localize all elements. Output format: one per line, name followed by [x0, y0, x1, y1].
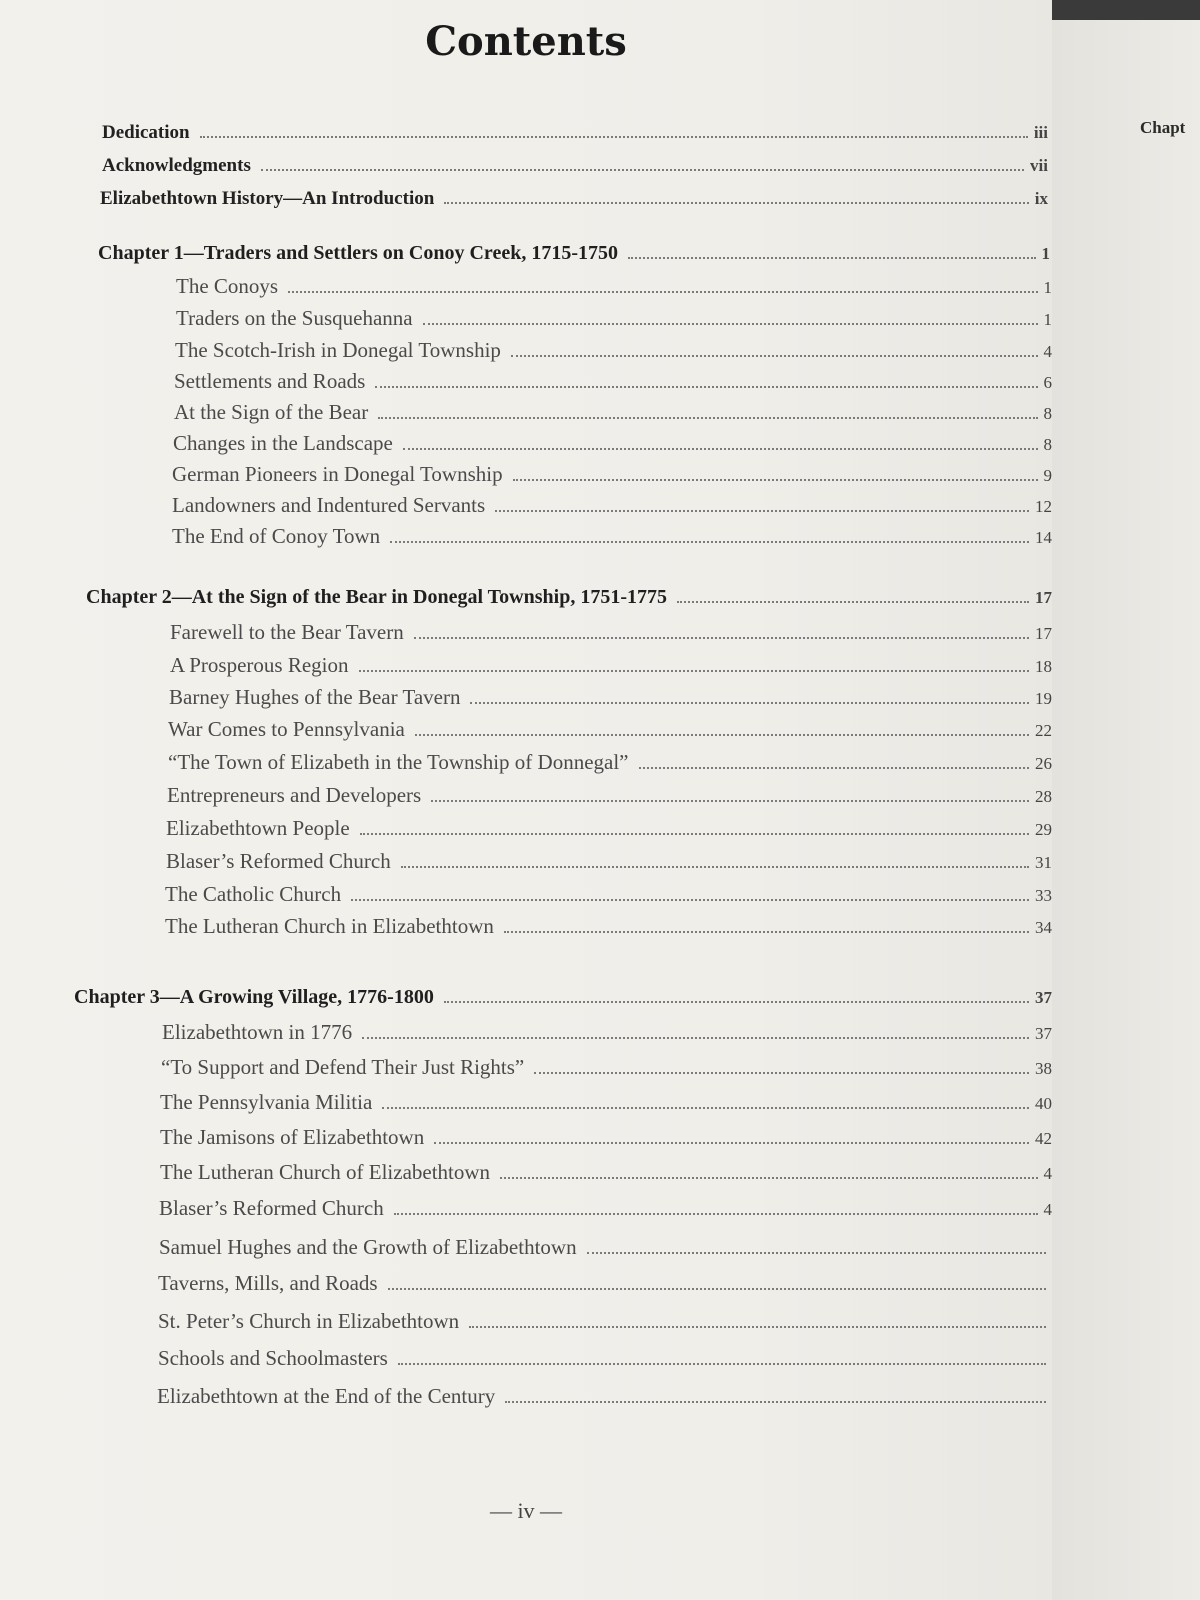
toc-label: Blaser’s Reformed Church	[159, 1196, 384, 1220]
facing-page-chapter-fragment: Chapt	[1140, 118, 1186, 137]
toc-section	[157, 1384, 1052, 1409]
dot-leader	[398, 1363, 1046, 1365]
toc-section	[159, 1196, 1052, 1221]
dot-leader	[587, 1252, 1046, 1254]
toc-section	[159, 1235, 1052, 1260]
toc-label: Chapter 3—A Growing Village, 1776-1800	[74, 986, 434, 1008]
dot-leader	[500, 1177, 1037, 1179]
toc-section	[160, 1160, 1052, 1185]
toc-label: The Conoys	[176, 274, 279, 298]
dot-leader	[388, 1288, 1046, 1290]
dot-leader	[390, 541, 1029, 543]
page-title: Contents	[425, 18, 627, 65]
dot-leader	[495, 510, 1029, 512]
facing-page-edge	[1052, 20, 1200, 1600]
dot-leader	[513, 479, 1038, 481]
toc-section	[174, 400, 1052, 425]
toc-label: Schools and Schoolmasters	[158, 1346, 388, 1370]
toc-label: Traders on the Susquehanna	[176, 306, 413, 330]
toc-page-number: 4	[1043, 1164, 1052, 1183]
toc-label: Barney Hughes of the Bear Tavern	[169, 685, 461, 709]
dot-leader	[414, 637, 1029, 639]
dot-leader	[415, 734, 1029, 736]
toc-label: Farewell to the Bear Tavern	[170, 620, 404, 644]
toc-entry-acknowledgments	[102, 155, 1048, 177]
toc-section	[160, 1090, 1052, 1115]
toc-page-number: 34	[1035, 918, 1052, 937]
toc-page-number: 28	[1035, 787, 1052, 806]
toc-label: The Jamisons of Elizabethtown	[160, 1125, 425, 1149]
toc-page-number: 37	[1035, 988, 1052, 1007]
dot-leader	[261, 169, 1024, 171]
toc-label: “To Support and Defend Their Just Rights”	[161, 1055, 525, 1079]
toc-chapter-3	[74, 986, 1052, 1009]
toc-label: The Pennsylvania Militia	[160, 1090, 373, 1114]
toc-section	[166, 816, 1052, 841]
toc-section	[168, 750, 1052, 775]
toc-page-number: 40	[1035, 1094, 1052, 1113]
toc-page-number: 18	[1035, 657, 1052, 676]
toc-page-number: 17	[1035, 588, 1052, 607]
toc-label: “The Town of Elizabeth in the Township of Donnegal”	[168, 750, 629, 774]
dot-leader	[469, 1326, 1046, 1328]
toc-section	[172, 524, 1052, 549]
toc-section	[169, 685, 1052, 710]
page-number-folio: — iv —	[489, 1498, 563, 1523]
dot-leader	[639, 767, 1029, 769]
dot-leader	[470, 702, 1029, 704]
toc-section	[172, 462, 1052, 487]
toc-page-number: 38	[1035, 1059, 1052, 1078]
toc-label: War Comes to Pennsylvania	[168, 717, 405, 741]
toc-label: The Lutheran Church in Elizabethtown	[165, 914, 494, 938]
toc-label: Elizabethtown in 1776	[162, 1020, 353, 1044]
toc-label: German Pioneers in Donegal Township	[172, 462, 503, 486]
toc-chapter-1	[98, 242, 1050, 265]
toc-label: The End of Conoy Town	[172, 524, 381, 548]
dot-leader	[628, 257, 1036, 259]
toc-page-number: vii	[1030, 156, 1048, 175]
toc-entry-introduction	[100, 188, 1048, 210]
toc-page-number: 17	[1035, 624, 1052, 643]
toc-label: Entrepreneurs and Developers	[167, 783, 422, 807]
toc-section	[176, 274, 1052, 299]
toc-label: Settlements and Roads	[174, 369, 366, 393]
toc-section	[172, 493, 1052, 518]
toc-page-number: 4	[1043, 1200, 1052, 1219]
toc-page-number: 1	[1043, 310, 1052, 329]
toc-page-number: 12	[1035, 497, 1052, 516]
toc-section	[165, 914, 1052, 939]
toc-page-number: 1	[1041, 244, 1050, 263]
toc-page-number: 1	[1043, 278, 1052, 297]
toc-page-number: 22	[1035, 721, 1052, 740]
toc-section	[166, 849, 1052, 874]
toc-page-number: 42	[1035, 1129, 1052, 1148]
dot-leader	[403, 448, 1038, 450]
dot-leader	[423, 323, 1038, 325]
toc-label: Taverns, Mills, and Roads	[158, 1271, 378, 1295]
toc-label: Acknowledgments	[102, 155, 251, 176]
dot-leader	[360, 833, 1029, 835]
toc-section	[170, 653, 1052, 678]
toc-section	[165, 882, 1052, 907]
dot-leader	[534, 1072, 1029, 1074]
toc-label: The Scotch-Irish in Donegal Township	[175, 338, 501, 362]
dot-leader	[200, 136, 1028, 138]
dot-leader	[359, 670, 1030, 672]
toc-page-number: 19	[1035, 689, 1052, 708]
dot-leader	[394, 1213, 1038, 1215]
toc-label: Changes in the Landscape	[173, 431, 393, 455]
dot-leader	[444, 202, 1028, 204]
toc-page-number: 33	[1035, 886, 1052, 905]
toc-page-number: 37	[1035, 1024, 1052, 1043]
toc-section	[175, 338, 1052, 363]
toc-section	[173, 431, 1052, 456]
toc-chapter-2	[86, 586, 1052, 609]
dot-leader	[505, 1401, 1046, 1403]
dot-leader	[382, 1107, 1029, 1109]
toc-page-number: 8	[1043, 435, 1052, 454]
toc-label: A Prosperous Region	[170, 653, 349, 677]
toc-page-number: iii	[1033, 123, 1048, 142]
dot-leader	[288, 291, 1037, 293]
toc-page-number: 4	[1043, 342, 1052, 361]
toc-section	[160, 1125, 1052, 1150]
toc-label: The Catholic Church	[165, 882, 342, 906]
toc-page-number: 6	[1043, 373, 1052, 392]
toc-section	[168, 717, 1052, 742]
toc-entry-dedication	[102, 122, 1048, 144]
dot-leader	[511, 355, 1038, 357]
toc-label: Elizabethtown History—An Introduction	[100, 188, 435, 209]
toc-section	[174, 369, 1052, 394]
toc-page-number: 26	[1035, 754, 1052, 773]
toc-label: Chapter 2—At the Sign of the Bear in Donegal Township, 1751-1775	[86, 586, 667, 608]
toc-page-number: 31	[1035, 853, 1052, 872]
dot-leader	[375, 386, 1037, 388]
toc-page-number: 8	[1043, 404, 1052, 423]
dot-leader	[351, 899, 1029, 901]
dot-leader	[444, 1001, 1029, 1003]
dot-leader	[378, 417, 1037, 419]
toc-label: St. Peter’s Church in Elizabethtown	[158, 1309, 460, 1333]
toc-label: Samuel Hughes and the Growth of Elizabethtown	[159, 1235, 577, 1259]
toc-section	[176, 306, 1052, 331]
dot-leader	[401, 866, 1029, 868]
toc-label: Elizabethtown at the End of the Century	[157, 1384, 496, 1408]
toc-section	[158, 1309, 1052, 1334]
dot-leader	[504, 931, 1029, 933]
toc-page-number: 14	[1035, 528, 1052, 547]
toc-section	[158, 1346, 1052, 1371]
toc-section	[158, 1271, 1052, 1296]
toc-label: Elizabethtown People	[166, 816, 350, 840]
toc-page-number: ix	[1034, 189, 1048, 208]
toc-label: The Lutheran Church of Elizabethtown	[160, 1160, 491, 1184]
dot-leader	[434, 1142, 1029, 1144]
dot-leader	[677, 601, 1029, 603]
dot-leader	[362, 1037, 1029, 1039]
toc-label: Landowners and Indentured Servants	[172, 493, 486, 517]
toc-page-number: 9	[1043, 466, 1052, 485]
toc-label: Chapter 1—Traders and Settlers on Conoy Creek, 1715-1750	[98, 242, 618, 264]
toc-label: Blaser’s Reformed Church	[166, 849, 391, 873]
toc-section	[170, 620, 1052, 645]
dot-leader	[431, 800, 1029, 802]
toc-section	[161, 1055, 1052, 1080]
toc-page-number: 29	[1035, 820, 1052, 839]
toc-section	[167, 783, 1052, 808]
toc-label: At the Sign of the Bear	[174, 400, 369, 424]
toc-section	[162, 1020, 1052, 1045]
toc-label: Dedication	[102, 122, 190, 143]
